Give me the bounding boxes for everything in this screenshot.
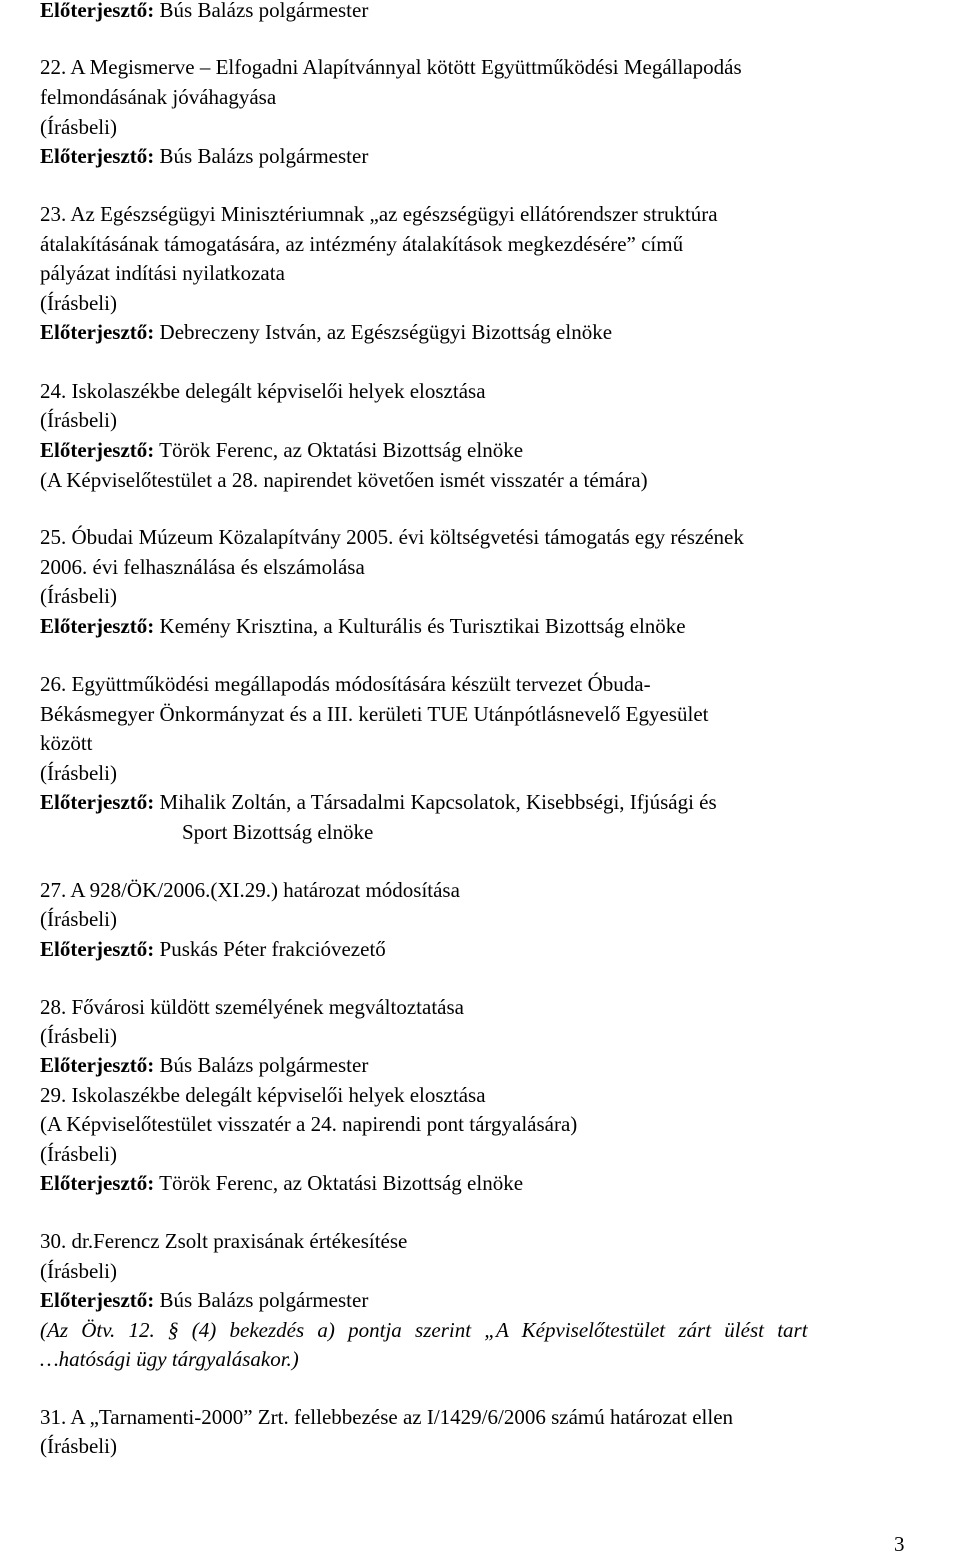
presenter-label: Előterjesztő:: [40, 1288, 155, 1312]
presenter-label: Előterjesztő:: [40, 1053, 155, 1077]
legal-note: (Az Ötv. 12. § (4) bekezdés a) pontja szerint „A Képviselőtestület zárt ülést tart: [40, 1318, 808, 1342]
agenda-item-title: 31. A „Tarnamenti-2000” Zrt. fellebbezése az I/1429/6/2006 számú határozat ellen: [40, 1405, 734, 1429]
presenter-name: Török Ferenc, az Oktatási Bizottság elnöke: [159, 1171, 524, 1195]
presenter-name: Török Ferenc, az Oktatási Bizottság elnöke: [159, 438, 524, 462]
written-note: (Írásbeli): [40, 291, 117, 315]
agenda-note: (A Képviselőtestület a 28. napirendet követően ismét visszatér a témára): [40, 468, 648, 492]
presenter-label: Előterjesztő:: [40, 790, 155, 814]
presenter-name: Kemény Krisztina, a Kulturális és Turisztikai Bizottság elnöke: [159, 614, 686, 638]
presenter-name: Bús Balázs polgármester: [159, 1053, 369, 1077]
agenda-item-title: 22. A Megismerve – Elfogadni Alapítvánnyal kötött Együttműködési Megállapodás: [40, 55, 742, 79]
presenter-line: [40, 612, 686, 641]
written-note: (Írásbeli): [40, 1434, 117, 1458]
written-note: (Írásbeli): [40, 907, 117, 931]
page-number: 3: [894, 1532, 905, 1556]
presenter-label: Előterjesztő:: [40, 0, 155, 22]
presenter-name: Bús Balázs polgármester: [159, 0, 369, 22]
written-note: (Írásbeli): [40, 584, 117, 608]
presenter-line: [40, 318, 612, 347]
agenda-item-title-cont: pályázat indítási nyilatkozata: [40, 261, 285, 285]
presenter-label: Előterjesztő:: [40, 937, 155, 961]
presenter-label: Előterjesztő:: [40, 614, 155, 638]
agenda-note: (A Képviselőtestület visszatér a 24. napirendi pont tárgyalására): [40, 1112, 578, 1136]
presenter-label: Előterjesztő:: [40, 320, 155, 344]
presenter-name: Puskás Péter frakcióvezető: [159, 937, 386, 961]
written-note: (Írásbeli): [40, 115, 117, 139]
written-note: (Írásbeli): [40, 1142, 117, 1166]
presenter-line: [40, 436, 523, 465]
agenda-item-title: 25. Óbudai Múzeum Közalapítvány 2005. évi költségvetési támogatás egy részének: [40, 525, 744, 549]
agenda-item-title: 24. Iskolaszékbe delegált képviselői helyek elosztása: [40, 379, 486, 403]
agenda-item-title: 26. Együttműködési megállapodás módosítására készült tervezet Óbuda-: [40, 672, 651, 696]
presenter-name: Bús Balázs polgármester: [159, 144, 369, 168]
written-note: (Írásbeli): [40, 1259, 117, 1283]
agenda-item-title: 30. dr.Ferencz Zsolt praxisának értékesítése: [40, 1229, 408, 1253]
presenter-name: Bús Balázs polgármester: [159, 1288, 369, 1312]
agenda-item-title: 28. Fővárosi küldött személyének megváltoztatása: [40, 995, 464, 1019]
agenda-item-title: 27. A 928/ÖK/2006.(XI.29.) határozat módosítása: [40, 878, 460, 902]
presenter-line: [40, 788, 717, 817]
presenter-label: Előterjesztő:: [40, 438, 155, 462]
presenter-name-cont: Sport Bizottság elnöke: [182, 820, 374, 844]
agenda-item-title-cont: között: [40, 731, 93, 755]
presenter-line: [40, 142, 368, 171]
presenter-line: [40, 1286, 368, 1315]
agenda-item-title: 23. Az Egészségügyi Minisztériumnak „az egészségügyi ellátórendszer struktúra: [40, 202, 718, 226]
agenda-item-title: 29. Iskolaszékbe delegált képviselői helyek elosztása: [40, 1083, 486, 1107]
written-note: (Írásbeli): [40, 408, 117, 432]
agenda-item-title-cont: átalakításának támogatására, az intézmény átalakítások megkezdésére” című: [40, 232, 684, 256]
presenter-line: [40, 0, 368, 25]
legal-note-cont: …hatósági ügy tárgyalásakor.): [40, 1347, 299, 1371]
presenter-name: Mihalik Zoltán, a Társadalmi Kapcsolatok, Kisebbségi, Ifjúsági és: [159, 790, 717, 814]
agenda-item-title-cont: 2006. évi felhasználása és elszámolása: [40, 555, 365, 579]
presenter-label: Előterjesztő:: [40, 144, 155, 168]
presenter-line: [40, 1051, 368, 1080]
presenter-label: Előterjesztő:: [40, 1171, 155, 1195]
written-note: (Írásbeli): [40, 1024, 117, 1048]
presenter-line: [40, 1169, 523, 1198]
presenter-line: [40, 935, 386, 964]
written-note: (Írásbeli): [40, 761, 117, 785]
agenda-item-title-cont: Békásmegyer Önkormányzat és a III. kerületi TUE Utánpótlásnevelő Egyesület: [40, 702, 709, 726]
agenda-item-title-cont: felmondásának jóváhagyása: [40, 85, 277, 109]
presenter-name: Debreczeny István, az Egészségügyi Bizottság elnöke: [159, 320, 613, 344]
